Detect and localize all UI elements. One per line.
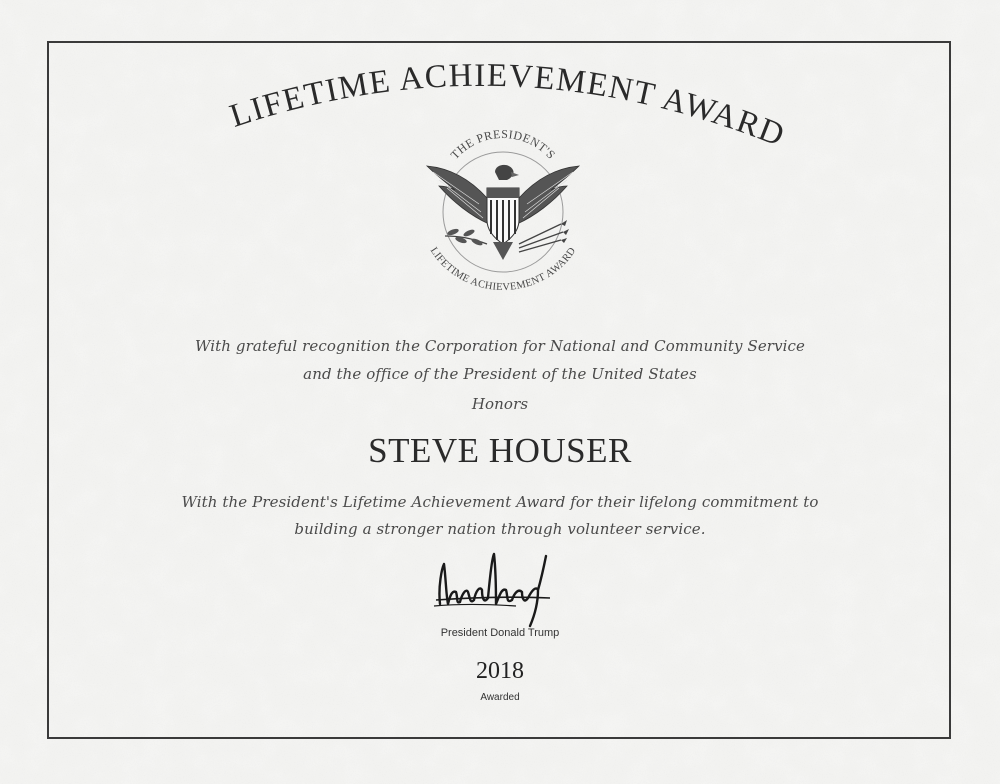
award-title-text: LIFETIME ACHIEVEMENT AWARD <box>225 57 791 155</box>
awarded-label: Awarded <box>480 692 520 703</box>
seal-bottom-text: LIFETIME ACHIEVEMENT AWARD <box>427 245 579 294</box>
signer-name: President Donald Trump <box>440 627 560 639</box>
citation-line-2: building a stronger nation through volunteer service. <box>294 520 706 538</box>
recipient-name: STEVE HOUSER <box>368 431 632 470</box>
signature <box>426 546 561 628</box>
award-year: 2018 <box>476 658 524 684</box>
seal-top-text: THE PRESIDENT'S <box>447 128 559 162</box>
honors-text: Honors <box>471 395 529 413</box>
citation-line-1: With the President's Lifetime Achievement Award for their lifelong commitment to <box>181 493 819 511</box>
recognition-line-2: and the office of the President of the United States <box>303 365 697 383</box>
recognition-line-1: With grateful recognition the Corporation for National and Community Service <box>194 337 806 355</box>
svg-text:THE PRESIDENT'S <box>448 128 559 162</box>
eagle-seal-icon <box>409 128 597 296</box>
